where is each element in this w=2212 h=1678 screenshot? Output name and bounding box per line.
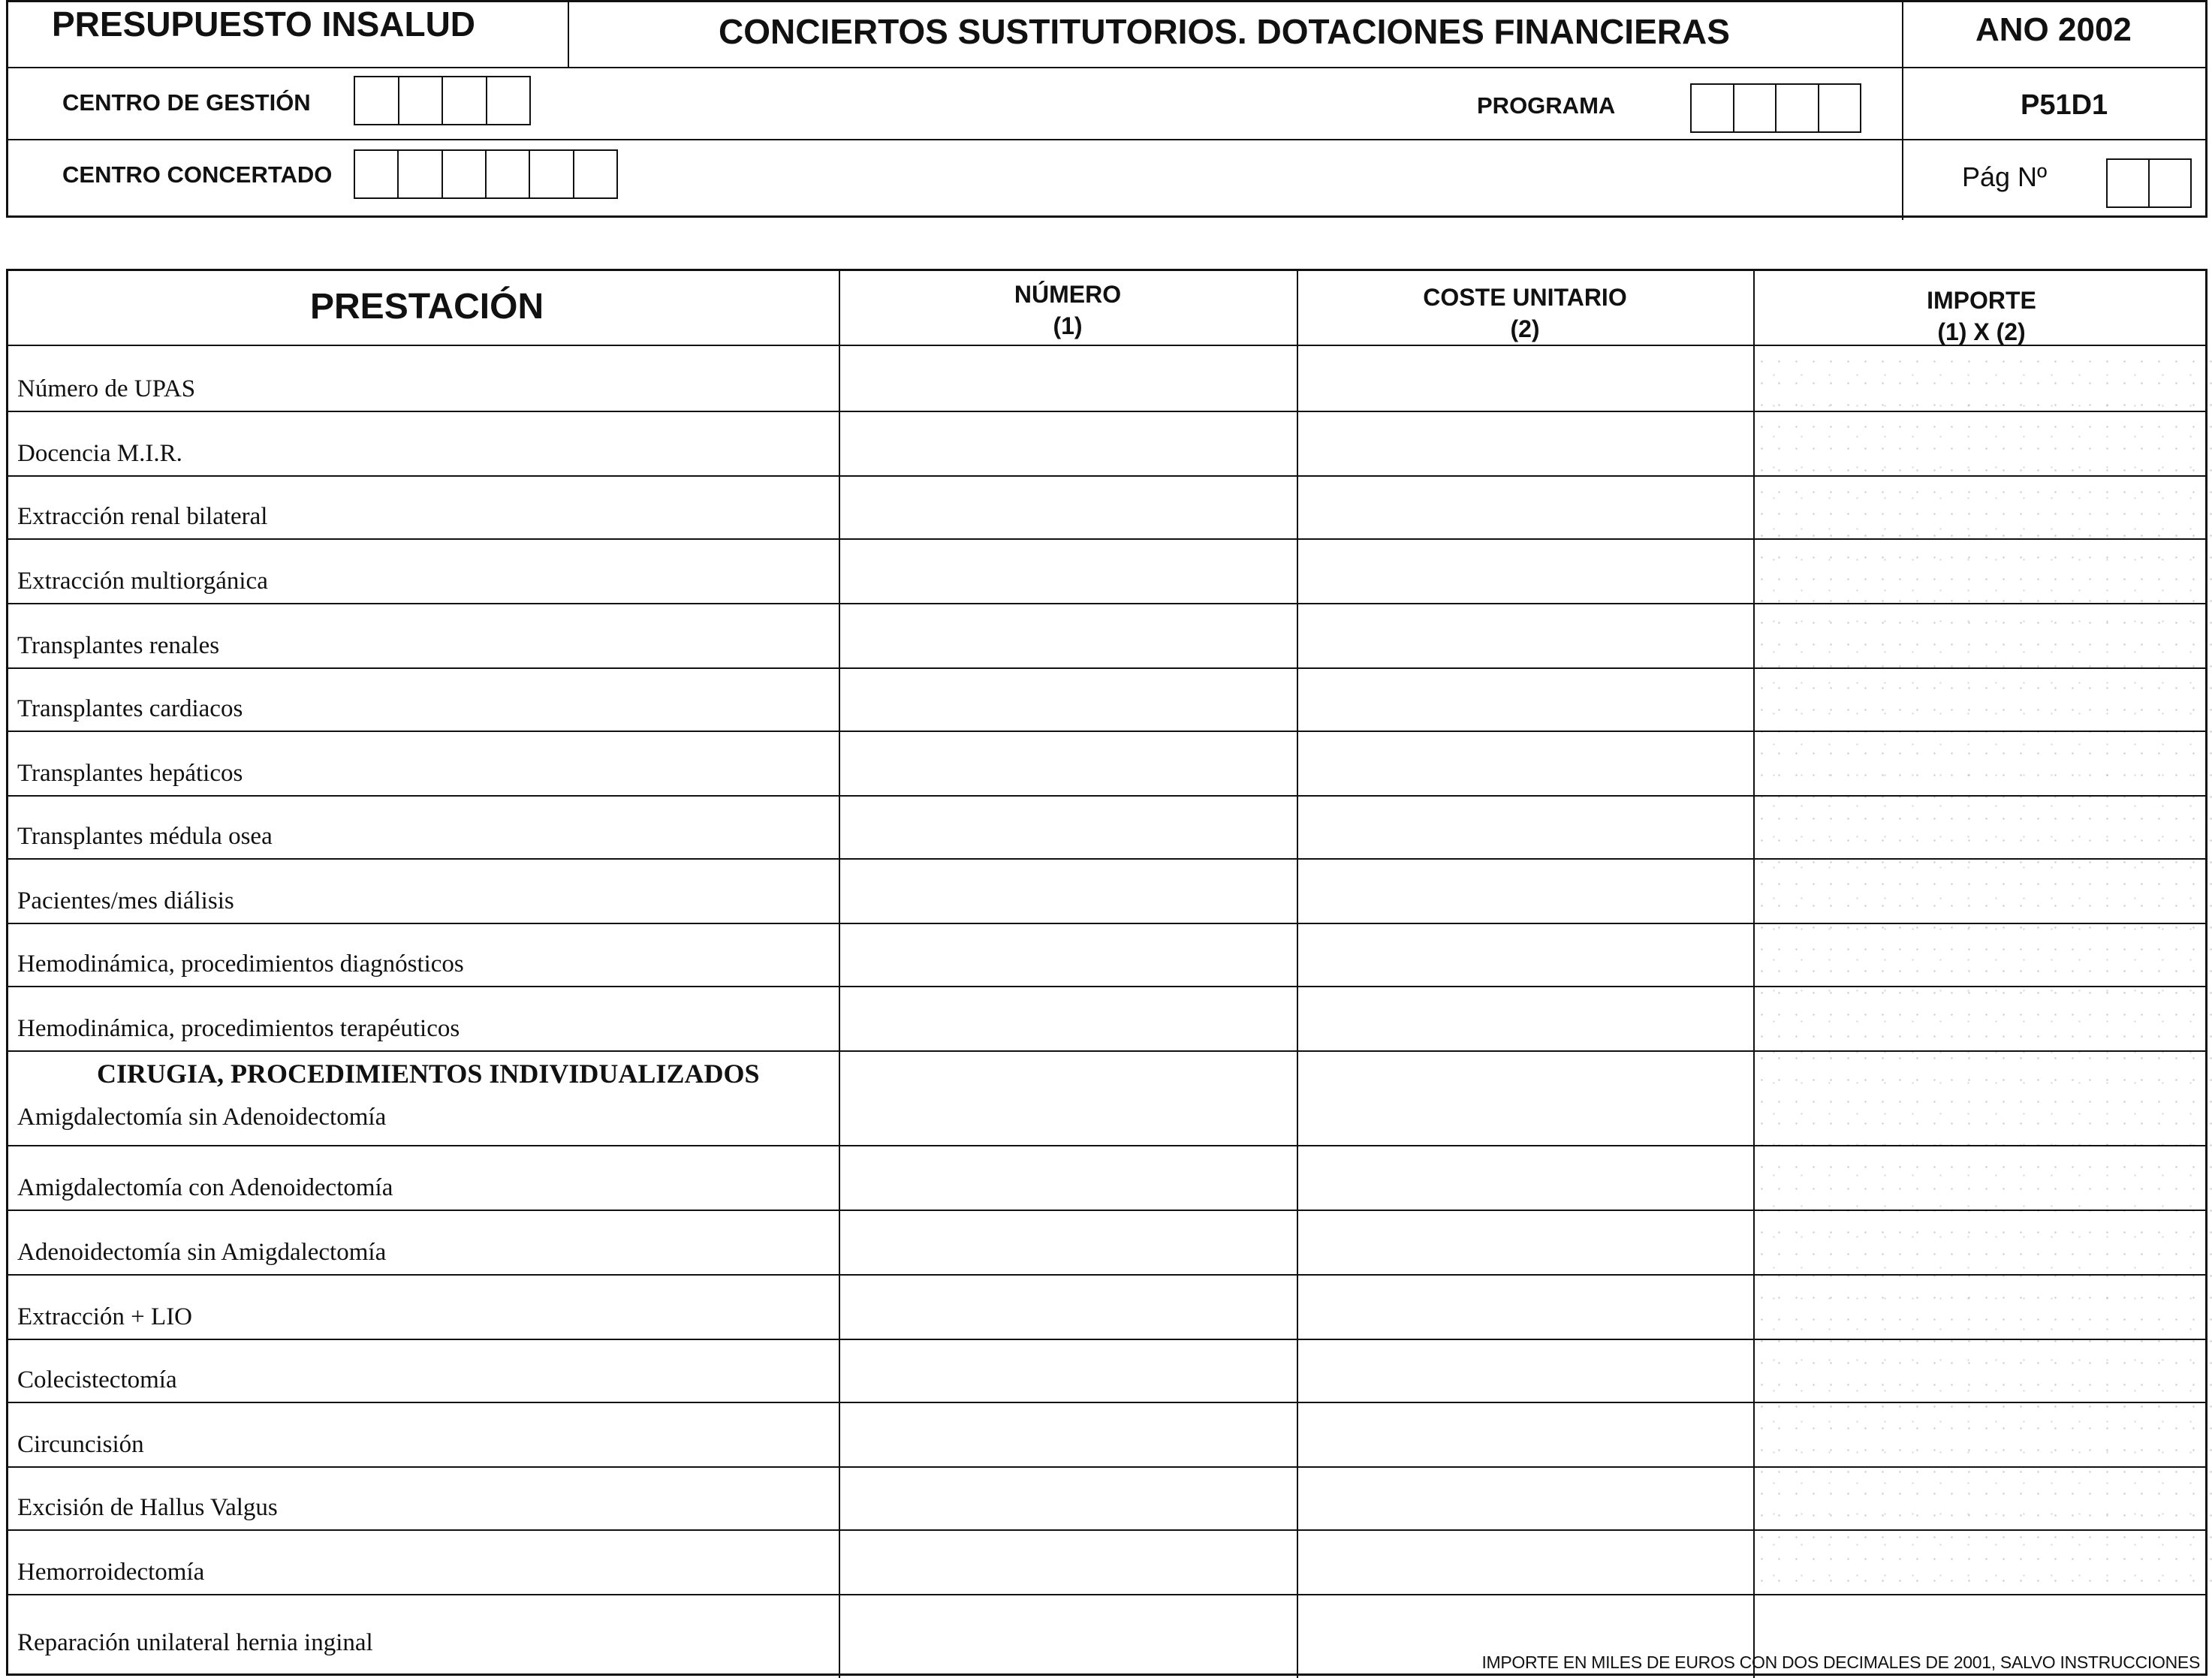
coste-label: COSTE UNITARIO [1423,284,1627,311]
table-row[interactable] [8,923,2205,986]
row-label: Extracción multiorgánica [17,568,268,595]
form-header [6,0,2207,218]
table-row[interactable] [8,667,2205,731]
form-title-left: PRESUPUESTO INSALUD [52,5,476,44]
row-label: Amigdalectomía con Adenoidectomía [17,1174,393,1201]
row-label: Amigdalectomía sin Adenoidectomía [17,1104,387,1131]
row-label: Pacientes/mes diálisis [17,887,234,914]
table-row[interactable] [8,1402,2205,1466]
numero-label: NÚMERO [1014,281,1122,308]
row-label: Número de UPAS [17,375,196,402]
importe-sub: (1) X (2) [1937,318,2026,345]
row-label: Hemorroidectomía [17,1559,205,1586]
table-row[interactable] [8,986,2205,1050]
footer-note: IMPORTE EN MILES DE EUROS CON DOS DECIMALES DE 2001, SALVO INSTRUCCIONES [1481,1652,2200,1672]
table-row[interactable] [8,1210,2205,1274]
importe-label: IMPORTE [1927,287,2036,314]
header-divider [1902,2,1903,220]
row-label: Hemodinámica, procedimientos terapéuticos [17,1015,460,1042]
column-header-coste [1297,282,1753,345]
section-title: CIRUGIA, PROCEDIMIENTOS INDIVIDUALIZADOS [97,1059,760,1089]
page-number-label: Pág Nº [1962,161,2048,192]
table-row[interactable] [8,1339,2205,1402]
numero-sub: (1) [1053,312,1083,339]
programa-field[interactable] [1690,83,1861,133]
row-label: Transplantes renales [17,632,220,659]
page-number-field[interactable] [2106,158,2192,208]
row-label: Reparación unilateral hernia inginal [17,1629,373,1656]
table-row[interactable] [8,603,2205,667]
table-row[interactable] [8,1466,2205,1529]
table-row[interactable] [8,1050,2205,1145]
column-header-importe [1753,285,2210,348]
column-header-numero [839,279,1297,342]
row-label: Colecistectomía [17,1366,177,1393]
centro-concertado-label: CENTRO CONCERTADO [62,161,333,188]
row-label: Adenoidectomía sin Amigdalectomía [17,1239,387,1266]
header-divider [8,67,2205,68]
table-row[interactable] [8,1529,2205,1594]
row-label: Transplantes médula osea [17,823,273,850]
table-row[interactable] [8,538,2205,603]
row-label: Docencia M.I.R. [17,440,182,467]
centro-concertado-field[interactable] [354,149,618,199]
prestaciones-table [6,269,2207,1676]
form-title-center: CONCIERTOS SUSTITUTORIOS. DOTACIONES FINANCIERAS [719,12,1730,51]
header-divider [568,2,569,67]
centro-gestion-field[interactable] [354,76,531,125]
row-label: Transplantes hepáticos [17,760,243,787]
table-row[interactable] [8,858,2205,923]
table-row[interactable] [8,411,2205,475]
table-row[interactable] [8,475,2205,538]
header-divider [8,139,2205,140]
row-label: Extracción + LIO [17,1303,193,1330]
table-row[interactable] [8,1274,2205,1339]
form-year: ANO 2002 [1975,11,2132,48]
table-row[interactable] [8,731,2205,795]
table-row[interactable] [8,795,2205,858]
row-label: Extracción renal bilateral [17,503,268,530]
table-row[interactable] [8,345,2205,411]
column-header-prestacion: PRESTACIÓN [310,287,544,327]
row-label: Hemodinámica, procedimientos diagnósticos [17,950,464,978]
row-label: Circuncisión [17,1431,144,1458]
row-label: Transplantes cardiacos [17,695,243,722]
programa-label: PROGRAMA [1477,92,1616,119]
centro-gestion-label: CENTRO DE GESTIÓN [62,89,311,116]
form-code: P51D1 [2021,89,2108,121]
table-row[interactable] [8,1145,2205,1210]
coste-sub: (2) [1510,315,1540,342]
row-label: Excisión de Hallus Valgus [17,1494,278,1521]
